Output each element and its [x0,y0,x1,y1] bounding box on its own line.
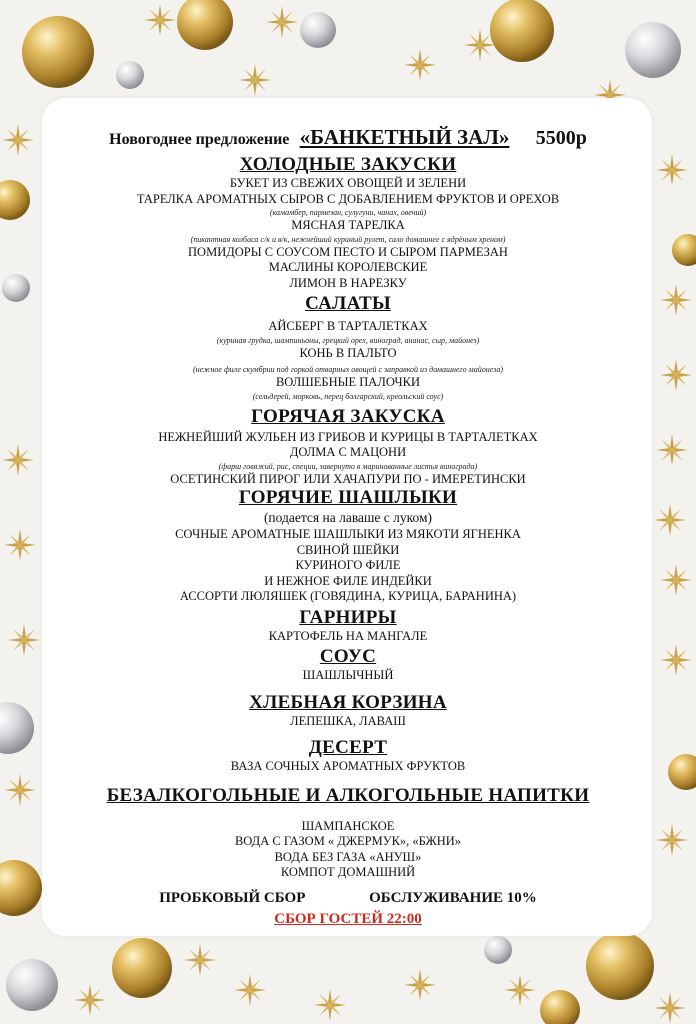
footer-row [0,887,696,909]
menu-item: ОСЕТИНСКИЙ ПИРОГ ИЛИ ХАЧАПУРИ ПО - ИМЕРЕТИНСКИ [170,471,526,486]
header-price: 5500р [535,127,587,149]
section-title-bread: ХЛЕБНАЯ КОРЗИНА [249,691,447,713]
section-title-cold: ХОЛОДНЫЕ ЗАКУСКИ [239,154,457,175]
menu-item: ТАРЕЛКА АРОМАТНЫХ СЫРОВ С ДОБАВЛЕНИЕМ ФРУКТОВ И ОРЕХОВ [136,191,560,206]
ornament-ball [116,61,144,89]
menu-item: БУКЕТ ИЗ СВЕЖИХ ОВОЩЕЙ И ЗЕЛЕНИ [229,176,467,190]
header-venue-name: «БАНКЕТНЫЙ ЗАЛ» [299,125,510,149]
menu-item: ЛЕПЕШКА, ЛАВАШ [290,713,406,728]
ornament-ball [484,936,512,964]
menu-item: МЯСНАЯ ТАРЕЛКА [291,218,405,232]
menu-item: ДОЛМА С МАЦОНИ [289,445,407,459]
menu-item: ШАШЛЫЧНЫЙ [302,668,394,682]
ornament-ball [586,932,654,1000]
section-title-garnish: ГАРНИРЫ [299,606,397,628]
menu-item: ВОЛШЕБНЫЕ ПАЛОЧКИ [275,375,421,389]
menu-item: ВАЗА СОЧНЫХ АРОМАТНЫХ ФРУКТОВ [230,759,466,773]
ornament-ball [177,0,233,50]
section-title-kebabs: ГОРЯЧИЕ ШАШЛЫКИ [238,487,458,508]
section-title-hot-snack: ГОРЯЧАЯ ЗАКУСКА [251,405,445,427]
ornament-ball [490,0,554,62]
menu-item-note: (пикантная колбаса с/к и в/к, нежнейший куриный рулет, сало домашнее с ядрёным хреном) [190,234,506,244]
ornament-ball [300,12,336,48]
menu-item-note: (камамбер, пармезан, сулугуни, чанах, овечий) [269,208,427,217]
menu-item: СОЧНЫЕ АРОМАТНЫЕ ШАШЛЫКИ ИЗ МЯКОТИ ЯГНЕНКА [175,527,521,541]
menu-item: ВОДА БЕЗ ГАЗА «АНУШ» [274,849,422,864]
menu-content [0,120,696,929]
menu-item: КАРТОФЕЛЬ НА МАНГАЛЕ [268,628,428,643]
menu-item: МАСЛИНЫ КОРОЛЕВСКИЕ [268,260,428,274]
menu-item: ШАМПАНСКОЕ [301,818,395,833]
menu-item: АССОРТИ ЛЮЛЯШЕК (ГОВЯДИНА, КУРИЦА, БАРАНИНА) [179,589,517,603]
section-title-drinks: БЕЗАЛКОГОЛЬНЫЕ И АЛКОГОЛЬНЫЕ НАПИТКИ [106,784,590,806]
cork-fee-label: ПРОБКОВЫЙ СБОР [159,889,306,906]
menu-item-note: (сельдерей, морковь, перец болгарский, креольский соус) [252,391,444,401]
menu-header [0,120,696,154]
ornament-ball [22,16,94,88]
menu-item: И НЕЖНОЕ ФИЛЕ ИНДЕЙКИ [264,573,432,588]
ornament-ball [112,938,172,998]
menu-item: КОНЬ В ПАЛЬТО [299,345,397,360]
section-subtitle: (подается на лаваше с луком) [263,510,433,525]
section-title-dessert: ДЕСЕРТ [308,737,388,758]
guests-gathering-time: СБОР ГОСТЕЙ 22:00 [274,910,422,927]
menu-item: АЙСБЕРГ В ТАРТАЛЕТКАХ [268,319,428,333]
menu-item: ЛИМОН В НАРЕЗКУ [289,275,407,290]
menu-item: СВИНОЙ ШЕЙКИ [296,542,400,557]
ornament-ball [625,22,681,78]
menu-item-note: (фарш говяжий, рис, специи, завернуто в маринованные листья винограда) [218,461,478,471]
menu-item: ВОДА С ГАЗОМ « ДЖЕРМУК», «БЖНИ» [234,834,462,848]
menu-item-note: (нежное филе скумбрии под горкой отварных овощей с заправкой из домашнего майонеза) [193,365,503,374]
section-title-sauce: СОУС [319,646,377,667]
section-title-salads: САЛАТЫ [305,293,391,314]
menu-item-note: (куриная грудка, шампиньоны, грецкий орех, виноград, ананас, сыр, майонез) [216,335,480,345]
menu-item: КУРИНОГО ФИЛЕ [295,558,401,572]
header-intro: Новогоднее предложение [109,131,290,148]
menu-item: НЕЖНЕЙШИЙ ЖУЛЬЕН ИЗ ГРИБОВ И КУРИЦЫ В ТАРТАЛЕТКАХ [158,429,538,444]
menu-item: КОМПОТ ДОМАШНИЙ [280,865,416,879]
ornament-ball [6,959,58,1011]
menu-item: ПОМИДОРЫ С СОУСОМ ПЕСТО И СЫРОМ ПАРМЕЗАН [188,244,508,259]
ornament-ball [540,990,580,1024]
service-charge-label: ОБСЛУЖИВАНИЕ 10% [369,889,537,906]
